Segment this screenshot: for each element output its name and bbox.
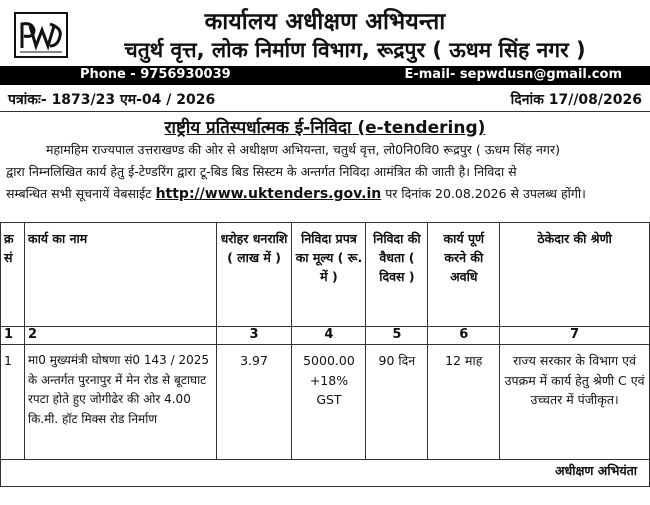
signature-row	[1, 460, 650, 487]
header-completion-period: कार्य पूर्ण करने की अवधि	[428, 223, 500, 327]
cell-validity: 90 दिन	[366, 345, 428, 460]
header-emd: धरोहर धनराशि ( लाख में )	[216, 223, 292, 327]
col-number: 7	[500, 327, 650, 345]
col-number: 1	[1, 327, 25, 345]
col-number: 2	[24, 327, 216, 345]
signature-text: अधीक्षण अभियंता	[1, 460, 650, 487]
phone-number: Phone - 9756930039	[80, 67, 231, 82]
header-contractor-class: ठेकेदार की श्रेणी	[500, 223, 650, 327]
office-title: कार्यालय अधीक्षण अभियन्ता	[204, 9, 446, 35]
divider	[0, 111, 650, 112]
notice-title: राष्ट्रीय प्रतिस्पर्धात्मक ई-निविदा (e-tendering)	[164, 118, 486, 138]
notice-line-2: द्वारा निम्नलिखित कार्य हेतु ई-टेण्डरिंग द्वारा टू-बिड बिड सिस्टम के अन्तर्गत निविदा आमंत्रित की जाती है। निविदा से	[6, 164, 517, 179]
cell-work-name: मा0 मुख्यमंत्री घोषणा सं0 143 / 2025 के अन्तर्गत पुरनापुर में मेन रोड से बूटाघाट रपटा होते हुए जोगीढेर की ओर 4.00 कि.मी. हॉट मिक्स रोड निर्माण	[24, 345, 216, 460]
reference-line	[8, 90, 642, 110]
letter-number: पत्रांकः- 1873/23 एम-04 / 2026	[8, 92, 216, 108]
tender-table	[0, 222, 650, 487]
notice-line-3-post: पर दिनांक 20.08.2026 से उपलब्ध होंगी।	[385, 186, 586, 201]
col-number: 4	[292, 327, 366, 345]
cell-contractor-class: राज्य सरकार के विभाग एवं उपक्रम में कार्य हेतु श्रेणी C एवं उच्चतर में पंजीकृत।	[500, 345, 650, 460]
email-address: E-mail- sepwdusn@gmail.com	[404, 67, 622, 82]
header-tender-fee: निविदा प्रपत्र का मूल्य ( रू. में )	[292, 223, 366, 327]
col-number: 5	[366, 327, 428, 345]
cell-completion-period: 12 माह	[428, 345, 500, 460]
contact-bar	[0, 66, 650, 85]
cell-tender-fee: 5000.00 +18% GST	[292, 345, 366, 460]
cell-sno: 1	[1, 345, 25, 460]
notice-line-3-pre: सम्बन्धित सभी सूचनायें वेबसाईट	[6, 186, 152, 201]
cell-emd: 3.97	[216, 345, 292, 460]
office-subtitle: चतुर्थ वृत्त, लोक निर्माण विभाग, रूद्रपुर ( ऊधम सिंह नगर )	[124, 38, 586, 62]
tender-website-link[interactable]: http://www.uktenders.gov.in	[155, 186, 382, 202]
header-validity: निविदा की वैधता ( दिवस )	[366, 223, 428, 327]
table-number-row	[1, 327, 650, 345]
col-number: 3	[216, 327, 292, 345]
header-sno: क्र सं	[1, 223, 25, 327]
letterhead	[0, 0, 650, 66]
notice-body	[6, 139, 644, 205]
table-header-row	[1, 223, 650, 327]
header-work-name: कार्य का नाम	[24, 223, 216, 327]
notice-line-3	[6, 183, 644, 205]
notice-line-1: महामहिम राज्यपाल उत्तराखण्ड की ओर से अधीक्षण अभियन्ता, चतुर्थ वृत्त, लो0नि0वि0 रूद्रपुर ( ऊधम सिंह नगर)	[46, 142, 560, 157]
col-number: 6	[428, 327, 500, 345]
letter-date: दिनांक 17//08/2026	[510, 92, 642, 108]
table-row	[1, 345, 650, 460]
